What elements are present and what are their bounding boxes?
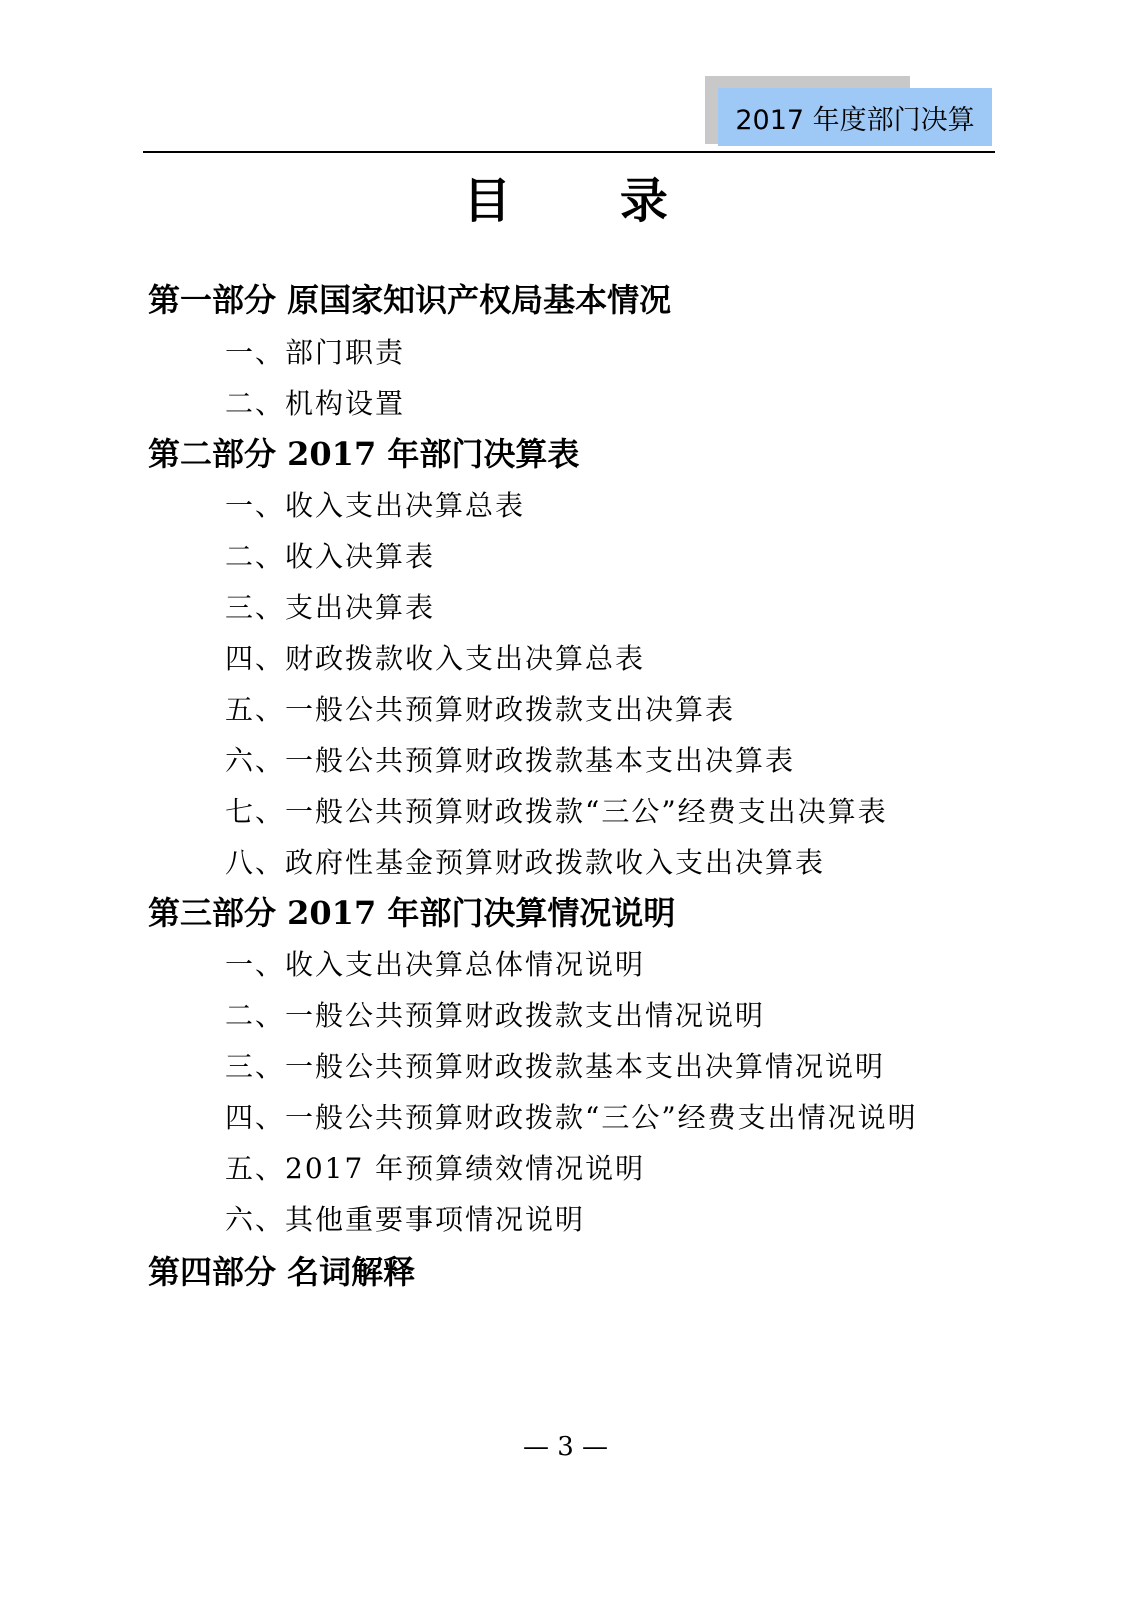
- toc-item[interactable]: 三、一般公共预算财政拨款基本支出决算情况说明: [225, 1050, 886, 1083]
- toc-item[interactable]: 一、收入支出决算总表: [225, 489, 526, 522]
- toc-item[interactable]: 四、财政拨款收入支出决算总表: [225, 642, 646, 675]
- toc-item[interactable]: 五、一般公共预算财政拨款支出决算表: [225, 693, 736, 726]
- toc-part-2[interactable]: 第二部分 2017 年部门决算表: [148, 435, 580, 473]
- header-label: 2017 年度部门决算: [718, 88, 992, 146]
- toc-item[interactable]: 五、2017 年预算绩效情况说明: [225, 1152, 646, 1185]
- toc-item[interactable]: 二、收入决算表: [225, 540, 436, 573]
- toc-part-1[interactable]: 第一部分 原国家知识产权局基本情况: [148, 281, 672, 319]
- toc-item[interactable]: 六、其他重要事项情况说明: [225, 1203, 586, 1236]
- toc-title: 目 录: [463, 173, 714, 229]
- toc-item[interactable]: 六、一般公共预算财政拨款基本支出决算表: [225, 744, 796, 777]
- toc-part-3[interactable]: 第三部分 2017 年部门决算情况说明: [148, 894, 676, 932]
- page-number: — 3 —: [522, 1432, 609, 1462]
- toc-item[interactable]: 三、支出决算表: [225, 591, 436, 624]
- toc-item[interactable]: 二、一般公共预算财政拨款支出情况说明: [225, 999, 766, 1032]
- toc-item[interactable]: 四、一般公共预算财政拨款“三公”经费支出情况说明: [225, 1101, 918, 1134]
- toc-item[interactable]: 一、收入支出决算总体情况说明: [225, 948, 646, 981]
- toc-part-4[interactable]: 第四部分 名词解释: [148, 1253, 416, 1291]
- toc-item[interactable]: 一、部门职责: [225, 336, 406, 369]
- toc-item[interactable]: 八、政府性基金预算财政拨款收入支出决算表: [225, 846, 826, 879]
- toc-item[interactable]: 七、一般公共预算财政拨款“三公”经费支出决算表: [225, 795, 888, 828]
- toc-item[interactable]: 二、机构设置: [225, 387, 406, 420]
